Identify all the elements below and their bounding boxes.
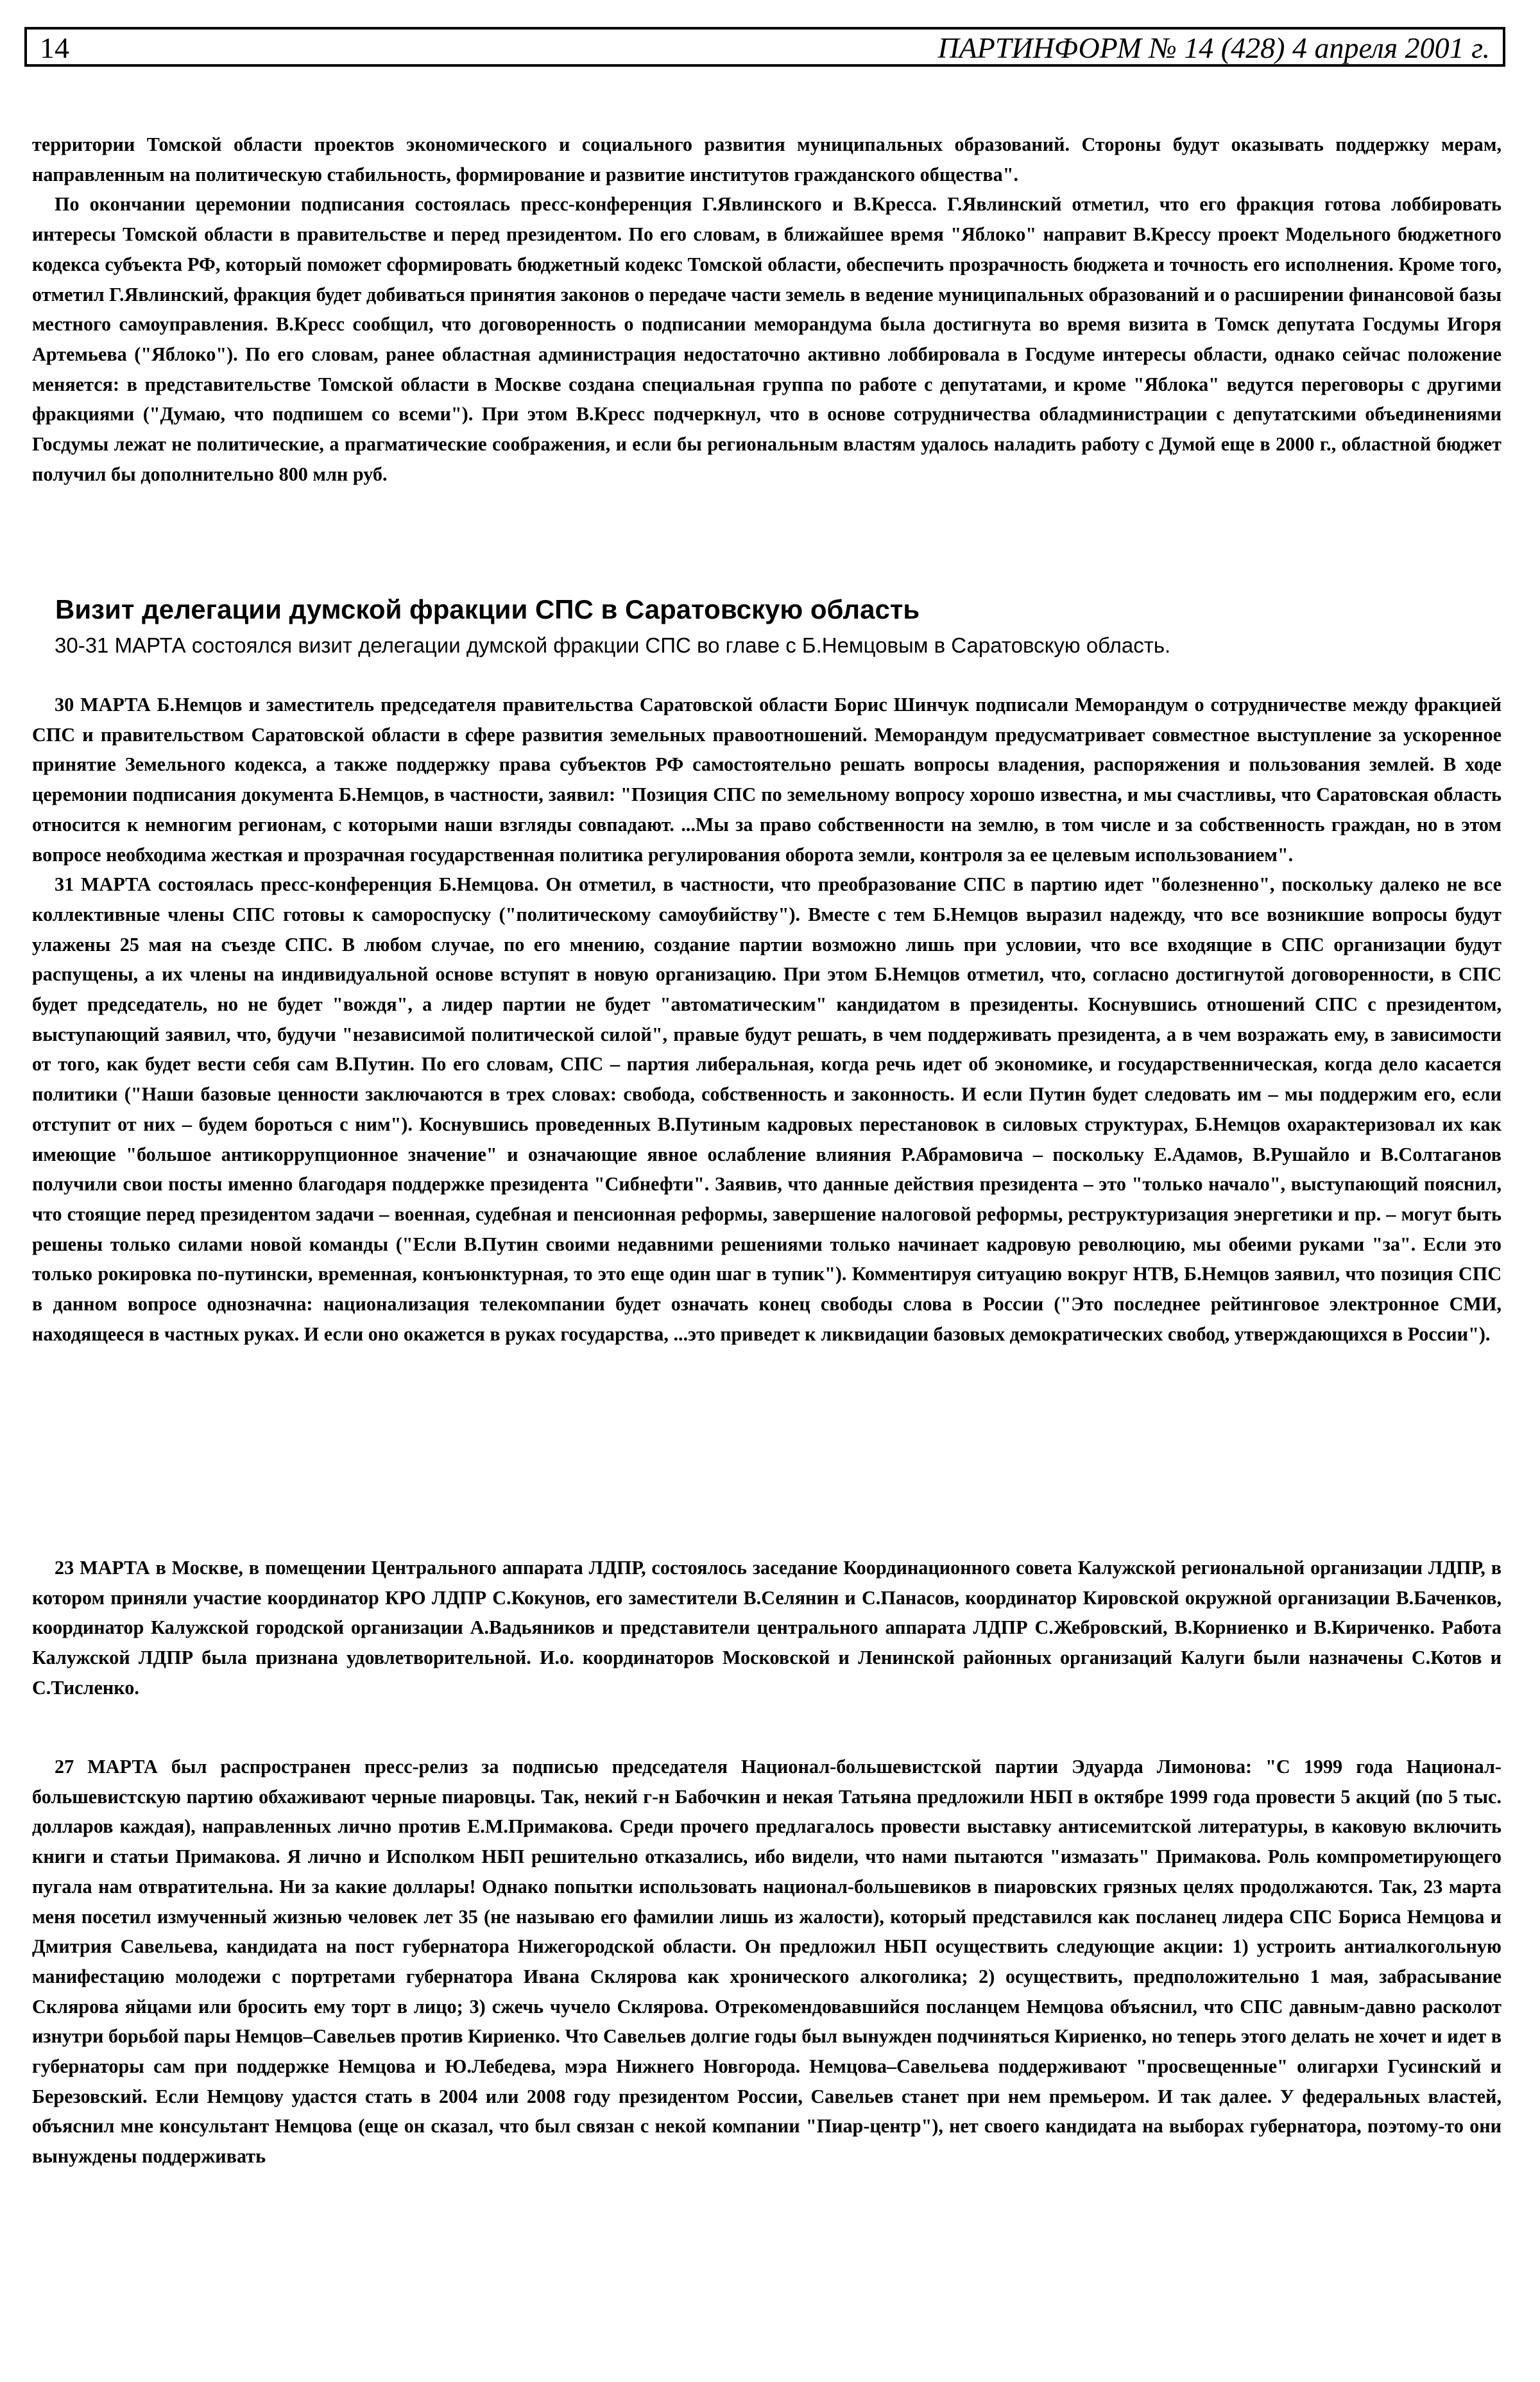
publication-title: ПАРТИНФОРМ № 14 (428) 4 апреля 2001 г. [937,31,1490,64]
tomsk-paragraph-2: По окончании церемонии подписания состоялась пресс-конференция Г.Явлинского и В.Кресса. Г.Явлинский отметил, что его фракция готова лоббировать интересы Томской области в правительстве и перед президентом. По его словам, в ближайшее время "Яблоко" направит В.Крессу проект Модельного бюджетного кодекса субъекта РФ, который поможет сформировать бюджетный кодекс Томской области, обеспечить прозрачность бюджета и точность его исполнения. Кроме того, отметил Г.Явлинский, фракция будет добиваться принятия законов о передаче части земель в ведение муниципальных образований и о расширении финансовой базы местного самоуправления. В.Кресс сообщил, что договоренность о подписании меморандума была достигнута во время визита в Томск депутата Госдумы Игоря Артемьева ("Яблоко"). По его словам, ранее областная администрация недостаточно активно лоббировала в Госдуме интересы области, однако сейчас положение меняется: в представительстве Томской области в Москве создана специальная группа по работе с депутатами, и кроме "Яблока" ведутся переговоры с другими фракциями ("Думаю, что подпишем со всеми"). При этом В.Кресс подчеркнул, что в основе сотрудничества обладминистрации с депутатскими объединениями Госдумы лежат не политические, а прагматические соображения, и если бы региональным властям удалось наладить работу с Думой еще в 2000 г., областной бюджет получил бы дополнительно 800 млн руб. [32,193,1502,485]
ldpr-article [32,1553,1502,1703]
page-number: 14 [40,31,69,64]
sps-heading: Визит делегации думской фракции СПС в Саратовскую область [55,594,920,624]
sps-lead: 30-31 МАРТА состоялся визит делегации думской фракции СПС во главе с Б.Немцовым в Саратовскую область. [55,633,1171,657]
tomsk-article [32,130,1502,489]
sps-article [32,690,1502,1349]
tomsk-paragraph-1: территории Томской области проектов экономического и социального развития муниципальных образований. Стороны будут оказывать поддержку мерам, направленным на политическую стабильность, формирование и развитие институтов гражданского общества". [32,133,1502,185]
sps-paragraph-1: 30 МАРТА Б.Немцов и заместитель председателя правительства Саратовской области Борис Шинчук подписали Меморандум о сотрудничестве между фракцией СПС и правительством Саратовской области в сфере развития земельных правоотношений. Меморандум предусматривает совместное выступление за ускоренное принятие Земельного кодекса, а также поддержку права субъектов РФ самостоятельно решать вопросы владения, распоряжения и пользования землей. В ходе церемонии подписания документа Б.Немцов, в частности, заявил: "Позиция СПС по земельному вопросу хорошо известна, и мы счастливы, что Саратовская область относится к немногим регионам, с которыми наши взгляды совпадают. ...Мы за право собственности на землю, в том числе и за собственность граждан, но в этом вопросе необходима жесткая и прозрачная государственная политика регулирования оборота земли, контроля за ее целевым использованием". [32,694,1502,866]
ldpr-paragraph-1: 23 МАРТА в Москве, в помещении Центрального аппарата ЛДПР, состоялось заседание Координационного совета Калужской региональной организации ЛДПР, в котором приняли участие координатор КРО ЛДПР С.Кокунов, его заместители В.Селянин и С.Панасов, координатор Кировской окружной организации В.Баченков, координатор Калужской городской организации А.Вадьяников и представители центрального аппарата ЛДПР С.Жебровский, В.Корниенко и В.Кириченко. Работа Калужской ЛДПР была признана удовлетворительной. И.о. координаторов Московской и Ленинской районных организаций Калуги были назначены С.Котов и С.Тисленко. [32,1557,1502,1699]
nbp-paragraph-1: 27 МАРТА был распространен пресс-релиз за подписью председателя Национал-большевистской партии Эдуарда Лимонова: "С 1999 года Национал-большевистскую партию обхаживают черные пиаровцы. Так, некий г-н Бабочкин и некая Татьяна предложили НБП в октябре 1999 года провести 5 акций (по 5 тыс. долларов каждая), направленных лично против Е.М.Примакова. Среди прочего предлагалось провести выставку антисемитской литературы, в каковую включить книги и статьи Примакова. Я лично и Исполком НБП решительно отказались, ибо видели, что нами пытаются "измазать" Примакова. Роль компрометирующего пугала нам отвратительна. Ни за какие доллары! Однако попытки использовать национал-большевиков в пиаровских грязных целях продолжаются. Так, 23 марта меня посетил измученный жизнью человек лет 35 (не называю его фамилии лишь из жалости), который представился как посланец лидера СПС Бориса Немцова и Дмитрия Савельева, кандидата на пост губернатора Нижегородской области. Он предложил НБП осуществить следующие акции: 1) устроить антиалкогольную манифестацию молодежи с портретами губернатора Ивана Склярова как хронического алкоголика; 2) осуществить, предположительно 1 мая, забрасывание Склярова яйцами или бросить ему торт в лицо; 3) сжечь чучело Склярова. Отрекомендовавшийся посланцем Немцова объяснил, что СПС давным-давно расколот изнутри борьбой пары Немцов–Савельев против Кириенко. Что Савельев долгие годы был вынужден подчиняться Кириенко, но теперь этого делать не хочет и идет в губернаторы сам при поддержке Немцова и Ю.Лебедева, мэра Нижнего Новгорода. Немцова–Савельева поддерживают "просвещенные" олигархи Гусинский и Березовский. Если Немцову удастся стать в 2004 или 2008 году президентом России, Савельев станет при нем премьером. И так далее. У федеральных властей, объяснил мне консультант Немцова (еще он сказал, что был связан с некой компании "Пиар-центр"), нет своего кандидата на выборах губернатора, поэтому-то они вынуждены поддерживать [32,1756,1502,2168]
sps-paragraph-2: 31 МАРТА состоялась пресс-конференция Б.Немцова. Он отметил, в частности, что преобразование СПС в партию идет "болезненно", поскольку далеко не все коллективные члены СПС готовы к самороспуску ("политическому самоубийству"). Вместе с тем Б.Немцов выразил надежду, что все возникшие вопросы будут улажены 25 мая на съезде СПС. В любом случае, по его мнению, создание партии возможно лишь при условии, что все входящие в СПС организации будут распущены, а их члены на индивидуальной основе вступят в новую организацию. При этом Б.Немцов отметил, что, согласно достигнутой договоренности, в СПС будет председатель, но не будет "вождя", а лидер партии не будет "автоматическим" кандидатом в президенты. Коснувшись отношений СПС с президентом, выступающий заявил, что, будучи "независимой политической силой", правые будут решать, в чем поддерживать президента, а в чем возражать ему, в зависимости от того, как будет вести себя сам В.Путин. По его словам, СПС – партия либеральная, когда речь идет об экономике, и государственническая, когда дело касается политики ("Наши базовые ценности заключаются в трех словах: свобода, собственность и законность. И если Путин будет следовать им – мы поддержим его, если отступит от них – будем бороться с ним"). Коснувшись проведенных В.Путиным кадровых перестановок в силовых структурах, Б.Немцов охарактеризовал их как имеющие "большое антикоррупционное значение" и означающие явное ослабление влияния Р.Абрамовича – поскольку Е.Адамов, В.Рушайло и В.Солтаганов получили свои посты именно благодаря поддержке президента "Сибнефти". Заявив, что данные действия президента – это "только начало", выступающий пояснил, что стоящие перед президентом задачи – военная, судебная и пенсионная реформы, завершение налоговой реформы, реструктуризация энергетики и пр. – могут быть решены только силами новой команды ("Если В.Путин своими недавними решениями только начинает кадровую революцию, мы обеими руками "за". Если это только рокировка по-путински, временная, конъюнктурная, то это еще один шаг в тупик"). Комментируя ситуацию вокруг НТВ, Б.Немцов заявил, что позиция СПС в данном вопросе однозначна: национализация телекомпании будет означать конец свободы слова в России ("Это последнее рейтинговое электронное СМИ, находящееся в частных руках. И если оно окажется в руках государства, ...это приведет к ликвидации базовых демократических свобод, утверждающихся в России"). [32,873,1502,1345]
nbp-article [32,1752,1502,2172]
page-header [24,27,1505,67]
